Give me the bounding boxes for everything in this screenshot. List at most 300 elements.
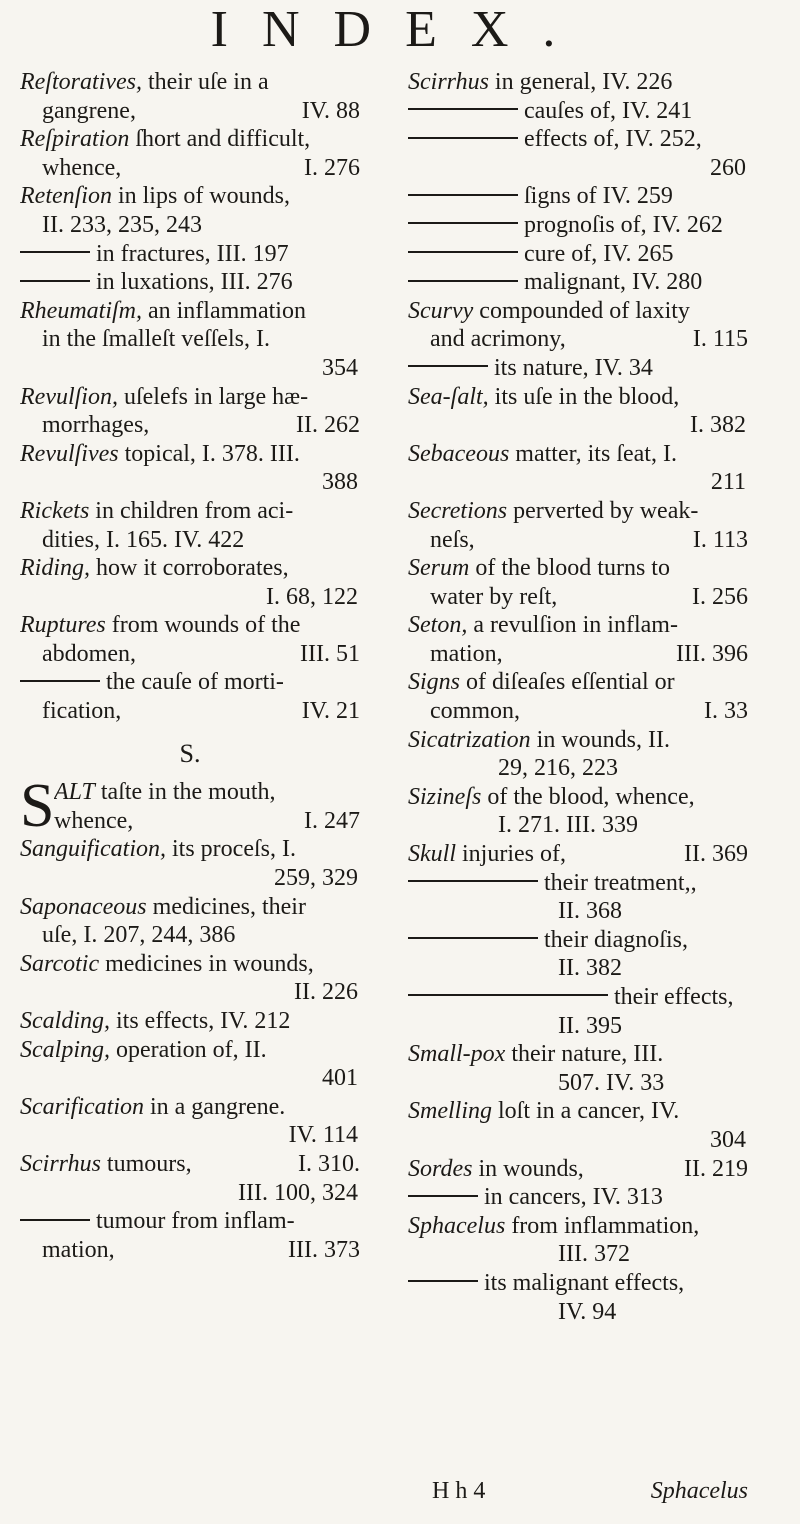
index-line [20, 297, 360, 326]
line-left [408, 269, 702, 295]
index-text: effects of, IV. 252, [524, 126, 702, 153]
index-line [20, 383, 360, 412]
index-text: abdomen, [42, 640, 136, 667]
index-text: 211 [710, 469, 746, 496]
index-text: from inflammation, [505, 1212, 700, 1239]
index-line [20, 978, 360, 1007]
index-heading: Sphacelus [408, 1212, 506, 1239]
line-left [430, 526, 475, 555]
line-left [498, 812, 638, 838]
index-text: 304 [710, 1126, 746, 1153]
index-text: uſelefs in large hæ- [117, 383, 309, 410]
line-left [20, 269, 293, 295]
page-reference: I. 256 [692, 583, 748, 610]
ditto-rule [408, 1195, 478, 1197]
index-heading: Reſpiration [20, 126, 130, 153]
line-left [408, 498, 698, 524]
line-left [20, 894, 306, 920]
index-line [20, 68, 360, 97]
page-reference: I. 115 [692, 326, 748, 353]
index-heading: Serum [408, 555, 470, 582]
line-left [690, 412, 746, 438]
page-reference: IV. 21 [301, 698, 360, 725]
index-text: in wounds, [472, 1155, 584, 1182]
index-heading: Scalping, [20, 1036, 110, 1063]
index-line [20, 182, 360, 211]
right-column [408, 68, 748, 1326]
index-text: mation, [42, 1236, 115, 1263]
index-text: common, [430, 698, 520, 725]
ditto-rule [408, 108, 518, 110]
title-letter: E [405, 1, 471, 58]
line-left [42, 212, 202, 238]
index-heading: Riding, [20, 555, 90, 582]
index-text: taſte in the mouth, [94, 779, 276, 806]
index-line [20, 268, 360, 297]
index-line [54, 778, 360, 807]
index-text: how it corroborates, [90, 555, 289, 582]
index-line [408, 1212, 748, 1241]
line-left [322, 1065, 358, 1091]
index-line [408, 926, 748, 955]
index-text: their diagnoſis, [544, 926, 688, 953]
index-line [20, 354, 360, 383]
page-reference: I. 310. [298, 1150, 360, 1177]
line-left [558, 1013, 622, 1039]
index-text: I. 382 [690, 412, 746, 439]
line-left [20, 836, 296, 862]
index-text: loſt in a cancer, IV. [492, 1098, 680, 1125]
line-left [42, 527, 244, 553]
index-text: compounded of laxity [473, 297, 690, 324]
index-line [20, 554, 360, 583]
index-text: in cancers, IV. 313 [484, 1184, 663, 1211]
index-text: their treatment,, [544, 869, 697, 896]
index-line [20, 1207, 360, 1236]
index-heading: Rheumatiſm, [20, 297, 142, 324]
index-text: an inflammation [141, 297, 306, 324]
ditto-rule [408, 251, 518, 253]
index-line [20, 668, 360, 697]
line-left [266, 584, 358, 610]
index-heading: Scarification [20, 1093, 144, 1120]
ditto-rule [408, 880, 538, 882]
line-left [20, 951, 314, 977]
index-text: III. 100, 324 [238, 1179, 358, 1206]
line-left [408, 870, 697, 896]
line-left [289, 1122, 358, 1148]
index-text: in children from aci- [89, 497, 294, 524]
line-left [710, 155, 746, 181]
page-reference: I. 247 [304, 807, 360, 834]
line-left [408, 1213, 699, 1239]
index-text: in lips of wounds, [111, 183, 290, 210]
index-line [20, 1236, 360, 1265]
index-text: of the blood, whence, [481, 783, 695, 810]
index-text: its effects, IV. 212 [110, 1008, 291, 1034]
index-heading: ALT [54, 779, 95, 806]
line-left [408, 441, 677, 467]
index-text: medicines in wounds, [99, 950, 314, 977]
index-text: its malignant effects, [484, 1269, 685, 1296]
index-line [20, 697, 360, 726]
index-text: whence, [54, 807, 134, 834]
index-text: water by reſt, [430, 583, 558, 610]
index-text: its nature, IV. 34 [494, 354, 653, 381]
index-line [20, 583, 360, 612]
index-heading: Ruptures [20, 612, 106, 639]
index-text: 260 [710, 154, 746, 181]
index-text: topical, I. 378. III. [118, 440, 300, 467]
line-left [42, 154, 121, 183]
index-line [408, 1126, 748, 1155]
index-text: dities, I. 165. IV. 422 [42, 526, 245, 553]
ditto-rule [408, 365, 488, 367]
line-left [42, 640, 136, 669]
line-left [20, 126, 310, 152]
ditto-rule [20, 680, 100, 682]
section-letter: S. [179, 738, 201, 768]
index-line [20, 640, 360, 669]
index-line [408, 983, 748, 1012]
page-reference: III. 51 [300, 640, 360, 667]
title-letter: D [333, 1, 406, 58]
index-heading: Sarcotic [20, 950, 100, 977]
page-reference: III. 373 [288, 1236, 360, 1263]
index-line [408, 154, 748, 183]
ditto-rule [408, 222, 518, 224]
index-text: medicines, their [146, 893, 306, 920]
index-line [408, 668, 748, 697]
index-heading: Sanguification, [20, 836, 166, 863]
index-line [20, 864, 360, 893]
line-left [20, 612, 300, 638]
index-line [408, 68, 748, 97]
page-reference: II. 219 [684, 1155, 748, 1182]
index-text: I. 68, 122 [266, 583, 358, 610]
index-text: II. 395 [558, 1012, 622, 1039]
index-text: whence, [42, 154, 122, 181]
index-line [20, 497, 360, 526]
index-line [20, 1179, 360, 1208]
line-left [558, 1070, 664, 1096]
index-line [408, 640, 748, 669]
line-left [20, 1094, 285, 1120]
line-left [430, 325, 566, 354]
line-left [274, 865, 358, 891]
index-text: fication, [42, 698, 122, 725]
index-line [20, 440, 360, 469]
index-text: perverted by weak- [507, 497, 699, 524]
index-text: prognoſis of, IV. 262 [524, 211, 723, 238]
index-text: its proceſs, I. [166, 836, 296, 863]
index-text: in fractures, III. 197 [96, 240, 289, 267]
index-text: II. 226 [294, 979, 358, 1006]
line-left [558, 955, 622, 981]
ditto-rule [408, 194, 518, 196]
index-line [20, 1064, 360, 1093]
index-text: of diſeaſes eſſential or [460, 669, 675, 696]
line-left [408, 355, 653, 381]
line-left [430, 583, 557, 612]
line-left [558, 898, 622, 924]
index-line [408, 125, 748, 154]
page-reference: II. 262 [296, 412, 360, 439]
index-line [408, 497, 748, 526]
index-text: and acrimony, [430, 326, 566, 353]
index-heading: Sordes [408, 1155, 473, 1182]
signature-mark: H h 4 [432, 1478, 486, 1504]
index-line [408, 1183, 748, 1212]
index-heading: Saponaceous [20, 893, 147, 920]
ditto-rule [408, 994, 608, 996]
line-left [408, 984, 734, 1010]
line-left [20, 498, 293, 524]
index-heading: Secretions [408, 497, 508, 524]
page-footer [408, 1478, 748, 1505]
line-left [20, 183, 290, 209]
index-text: tumours, [100, 1150, 192, 1177]
page-title [0, 1, 800, 58]
index-text: gangrene, [42, 97, 136, 124]
line-left [408, 927, 688, 953]
line-left [322, 469, 358, 495]
index-line [20, 921, 360, 950]
line-left [322, 355, 358, 381]
index-heading: Revulſion, [20, 383, 118, 410]
index-line [20, 211, 360, 240]
index-text: a revulſion in inflam- [467, 612, 678, 639]
index-line [20, 154, 360, 183]
index-text: in the ſmalleſt veſſels, I. [42, 326, 270, 353]
index-line [408, 268, 748, 297]
index-text: in a gangrene. [143, 1093, 286, 1120]
line-left [408, 1270, 684, 1296]
index-heading: Smelling [408, 1098, 492, 1125]
index-line [20, 1036, 360, 1065]
index-line [408, 182, 748, 211]
line-left [408, 784, 695, 810]
index-line [408, 811, 748, 840]
line-left [20, 1008, 290, 1034]
line-left [20, 1150, 192, 1179]
index-line [408, 583, 748, 612]
index-line [408, 526, 748, 555]
index-line [408, 354, 748, 383]
line-left [408, 126, 702, 152]
index-line [408, 1012, 748, 1041]
line-left [408, 98, 692, 124]
line-left [558, 1241, 630, 1267]
index-text: in general, IV. 226 [488, 69, 673, 95]
line-left [20, 669, 284, 695]
line-left [408, 212, 723, 238]
index-line [20, 1150, 360, 1179]
index-heading: Revulſives [20, 440, 119, 467]
index-text: ſigns of IV. 259 [524, 183, 673, 210]
ditto-rule [408, 280, 518, 282]
index-heading: Retenſion [20, 183, 112, 210]
line-left [20, 298, 306, 324]
index-text: III. 372 [558, 1241, 630, 1268]
index-line [20, 240, 360, 269]
index-text: injuries of, [456, 841, 566, 868]
title-letter: N [261, 1, 334, 58]
index-line [20, 325, 360, 354]
line-left [408, 669, 675, 695]
line-left [408, 241, 674, 267]
line-left [408, 1155, 584, 1184]
index-text: II. 368 [558, 898, 622, 925]
index-line [408, 297, 748, 326]
index-line [408, 897, 748, 926]
index-line [408, 1155, 748, 1184]
index-heading: Skull [408, 841, 456, 868]
index-line [408, 1040, 748, 1069]
line-left [408, 298, 690, 324]
index-line [20, 1093, 360, 1122]
index-text: II. 233, 235, 243 [42, 211, 202, 238]
salt-entry [20, 772, 360, 841]
line-left [408, 384, 679, 410]
index-line [408, 411, 748, 440]
line-left [54, 779, 276, 805]
drop-cap: S [20, 772, 55, 841]
index-heading: Seton, [408, 612, 468, 639]
index-text: their uſe in a [141, 69, 269, 95]
line-left [408, 183, 673, 209]
line-left [42, 1236, 115, 1265]
index-heading: Signs [408, 669, 461, 696]
index-heading: Scurvy [408, 297, 474, 324]
index-line [20, 950, 360, 979]
index-text: IV. 114 [288, 1122, 358, 1149]
index-line [408, 325, 748, 354]
index-line [408, 97, 748, 126]
index-line [20, 411, 360, 440]
page-reference: I. 33 [704, 698, 748, 725]
index-heading: Rickets [20, 497, 90, 524]
index-text: morrhages, [42, 412, 150, 439]
index-text: in wounds, II. [530, 726, 670, 753]
index-heading: Sea-ſalt, [408, 383, 489, 410]
index-text: malignant, IV. 280 [524, 269, 703, 296]
line-left [558, 1299, 616, 1325]
index-heading: Sizineſs [408, 783, 482, 810]
index-heading: Sebaceous [408, 440, 510, 467]
line-left [294, 979, 358, 1005]
index-line [408, 554, 748, 583]
index-text: mation, [430, 640, 503, 667]
catchword: Sphacelus [650, 1478, 748, 1504]
ditto-rule [408, 137, 518, 139]
line-left [42, 697, 121, 726]
index-text: uſe, I. 207, 244, 386 [42, 922, 236, 949]
index-heading: Small-pox [408, 1041, 506, 1068]
index-line [408, 954, 748, 983]
index-line [408, 1240, 748, 1269]
index-line [408, 1069, 748, 1098]
index-text: 29, 216, 223 [498, 755, 618, 782]
line-left [710, 1127, 746, 1153]
index-text: of the blood turns to [469, 555, 670, 582]
line-left [54, 807, 133, 836]
index-text: cauſes of, IV. 241 [524, 97, 693, 124]
line-left [408, 727, 670, 753]
line-left [20, 555, 289, 581]
index-heading: Sicatrization [408, 726, 531, 753]
ditto-rule [408, 937, 538, 939]
index-line [408, 726, 748, 755]
line-left [408, 555, 670, 581]
ditto-rule [408, 1280, 478, 1282]
line-left [20, 69, 269, 95]
line-left [430, 697, 520, 726]
index-line [408, 1298, 748, 1327]
index-heading: Reſtoratives, [20, 69, 142, 95]
line-left [42, 922, 235, 948]
index-line [54, 807, 360, 836]
index-text: the cauſe of morti- [106, 669, 284, 696]
index-text: I. 271. III. 339 [498, 812, 638, 839]
index-text: ſhort and difficult, [129, 126, 311, 153]
index-line [408, 697, 748, 726]
index-line [408, 1269, 748, 1298]
line-left [498, 755, 618, 781]
index-text: in luxations, III. 276 [96, 269, 293, 296]
index-text: 401 [322, 1065, 358, 1092]
line-left [711, 469, 746, 495]
line-left [20, 1037, 267, 1063]
index-line [20, 1121, 360, 1150]
index-text: 388 [322, 469, 358, 496]
line-left [430, 640, 503, 669]
index-line [20, 611, 360, 640]
index-line [20, 468, 360, 497]
line-left [408, 612, 678, 638]
line-left [42, 411, 149, 440]
page-reference: I. 113 [692, 526, 748, 553]
index-line [408, 840, 748, 869]
page-reference: I. 276 [304, 154, 360, 181]
index-line [408, 754, 748, 783]
title-letter: I [210, 1, 262, 58]
ditto-rule [20, 280, 90, 282]
line-left [42, 326, 270, 352]
index-line [20, 835, 360, 864]
line-left [20, 1208, 295, 1234]
index-line [20, 1007, 360, 1036]
index-line [20, 526, 360, 555]
index-line [408, 440, 748, 469]
index-text: 354 [322, 354, 358, 381]
page-reference: III. 396 [676, 640, 748, 667]
index-heading: Scalding, [20, 1008, 110, 1034]
index-line [20, 97, 360, 126]
line-left [20, 241, 289, 267]
index-text: 259, 329 [274, 865, 358, 892]
index-line [408, 468, 748, 497]
page-reference: II. 369 [684, 841, 748, 868]
index-line [408, 783, 748, 812]
index-line [408, 869, 748, 898]
line-left [20, 441, 300, 467]
index-text: cure of, IV. 265 [524, 240, 674, 267]
index-text: operation of, II. [110, 1036, 267, 1063]
page-reference: IV. 88 [301, 97, 360, 124]
index-line [20, 125, 360, 154]
index-text: 507. IV. 33 [558, 1069, 665, 1096]
